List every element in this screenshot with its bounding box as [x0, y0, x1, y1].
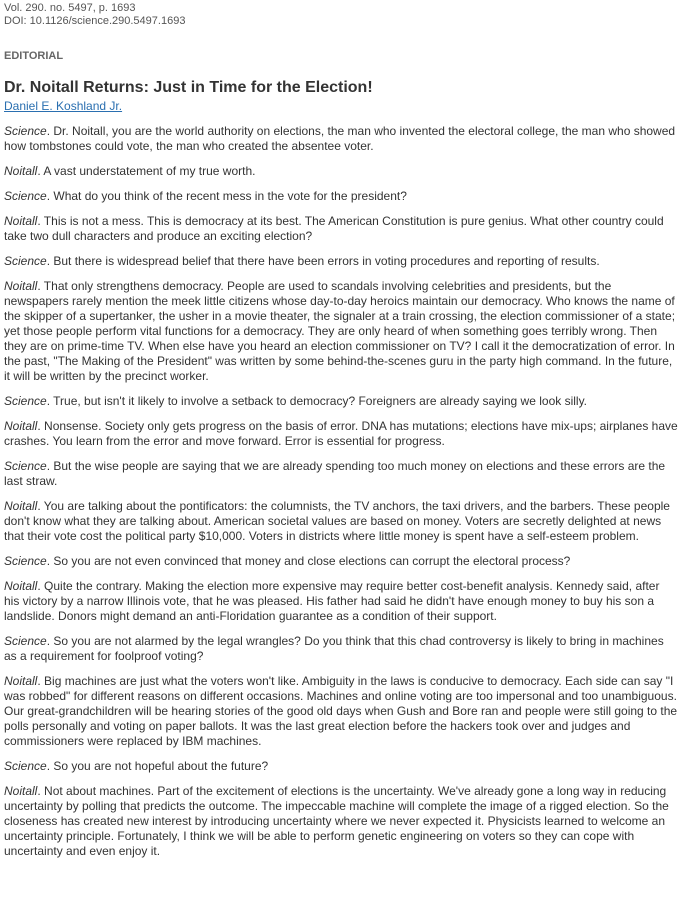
speaker-label: Science: [4, 759, 47, 773]
paragraph-text: . You are talking about the pontificators: the columnists, the TV anchors, the taxi drivers, and the barbers. These people don't know what they are talking about. American societal values are based on money. Voters are secretly delighted at news that their vote cost the political party $10,000. Voters in districts where little money is spent have a self-esteem problem.: [4, 499, 670, 543]
paragraph: [4, 759, 678, 774]
speaker-label: Noitall: [4, 784, 38, 798]
paragraph-text: . So you are not even convinced that money and close elections can corrupt the electoral process?: [46, 554, 571, 568]
paragraph-text: . True, but isn't it likely to involve a setback to democracy? Foreigners are already saying we look silly.: [46, 394, 588, 408]
paragraph-text: . So you are not alarmed by the legal wrangles? Do you think that this chad controversy is likely to bring in machines as a requirement for foolproof voting?: [4, 634, 664, 663]
paragraph-text: . Quite the contrary. Making the election more expensive may require better cost-benefit analysis. Kennedy said, after his victory by a narrow Illinois vote, that he was pleased. His father had said he didn't have enough money to buy his son a landslide. Donors might demand an anti-Floridation guarantee as a condition of their support.: [4, 579, 660, 623]
paragraph-text: . Nonsense. Society only gets progress on the basis of error. DNA has mutations; elections have mix-ups; airplanes have crashes. You learn from the error and move forward. Error is essential for progress.: [4, 419, 678, 448]
author-link[interactable]: Daniel E. Koshland Jr.: [4, 99, 123, 113]
paragraph-text: . Big machines are just what the voters won't like. Ambiguity in the laws is conducive to democracy. Each side can say "I was robbed" for different reasons on different occasions. Machines and online voting are too impersonal and too unambiguous. Our great-grandchildren will be hearing stories of the good old days when Gush and Bore ran and people were still going to the polls personally and voting on paper ballots. It was the last great election before the hackers took over and judges and commissioners were replaced by IBM machines.: [4, 674, 678, 748]
speaker-label: Science: [4, 459, 47, 473]
speaker-label: Noitall: [4, 499, 38, 513]
paragraph-text: . But there is widespread belief that there have been errors in voting procedures and reporting of results.: [46, 254, 600, 268]
paragraph-text: . What do you think of the recent mess in the vote for the president?: [46, 189, 407, 203]
speaker-label: Noitall: [4, 279, 38, 293]
speaker-label: Science: [4, 634, 47, 648]
volume-line: Vol. 290. no. 5497, p. 1693: [4, 2, 136, 14]
paragraph-text: . A vast understatement of my true worth.: [37, 164, 256, 178]
speaker-label: Noitall: [4, 674, 38, 688]
article-title: Dr. Noitall Returns: Just in Time for the Election!: [4, 79, 373, 96]
paragraph: [4, 124, 678, 154]
paragraph: [4, 164, 678, 179]
paragraph: [4, 394, 678, 409]
doi-line: DOI: 10.1126/science.290.5497.1693: [4, 15, 186, 27]
paragraph: [4, 499, 678, 544]
speaker-label: Science: [4, 189, 47, 203]
paragraph: [4, 579, 678, 624]
paragraph-text: . But the wise people are saying that we are already spending too much money on elections and these errors are the last straw.: [4, 459, 666, 488]
paragraph: [4, 214, 678, 244]
article-body: [4, 124, 678, 859]
speaker-label: Noitall: [4, 419, 38, 433]
speaker-label: Science: [4, 254, 47, 268]
paragraph-text: . That only strengthens democracy. People are used to scandals involving celebrities and presidents, but the newspapers rarely mention the meek little citizens whose day-to-day heroics maintain our democracy. Who knows the name of the skipper of a supertanker, the usher in a movie theater, the signaler at a train crossing, the election commissioner of a state; yet those people perform vital functions for a democracy. They are only heard of when something goes terribly wrong. Then they are on prime-time TV. When else have you heard an election commissioner on TV? I call it the democratization of error. In the past, "The Making of the President" was written by some behind-the-scenes guru in the party high command. In the future, it will be written by the precinct worker.: [4, 279, 676, 383]
paragraph: [4, 674, 678, 749]
speaker-label: Noitall: [4, 164, 38, 178]
paragraph: [4, 419, 678, 449]
paragraph-text: . Dr. Noitall, you are the world authority on elections, the man who invented the electoral college, the man who showed how tombstones could vote, the man who created the absentee voter.: [4, 124, 676, 153]
section-label: EDITORIAL: [4, 50, 64, 62]
paragraph: [4, 784, 678, 859]
paragraph-text: . Not about machines. Part of the excitement of elections is the uncertainty. We've already gone a long way in reducing uncertainty by polling that predicts the outcome. The impeccable machine will complete the image of a rigged election. So the closeness has created new interest by introducing uncertainty where we never expected it. Physicists learned to welcome an uncertainty principle. Fortunately, I think we will be able to perform genetic engineering on voters so they can cope with uncertainty and even enjoy it.: [4, 784, 669, 858]
paragraph: [4, 254, 678, 269]
paragraph: [4, 459, 678, 489]
speaker-label: Noitall: [4, 214, 38, 228]
speaker-label: Science: [4, 554, 47, 568]
paragraph-text: . So you are not hopeful about the future?: [46, 759, 269, 773]
speaker-label: Science: [4, 394, 47, 408]
paragraph-text: . This is not a mess. This is democracy at its best. The American Constitution is pure genius. What other country could take two dull characters and produce an exciting election?: [4, 214, 664, 243]
paragraph: [4, 189, 678, 204]
paragraph: [4, 554, 678, 569]
speaker-label: Noitall: [4, 579, 38, 593]
speaker-label: Science: [4, 124, 47, 138]
paragraph: [4, 634, 678, 664]
paragraph: [4, 279, 678, 384]
